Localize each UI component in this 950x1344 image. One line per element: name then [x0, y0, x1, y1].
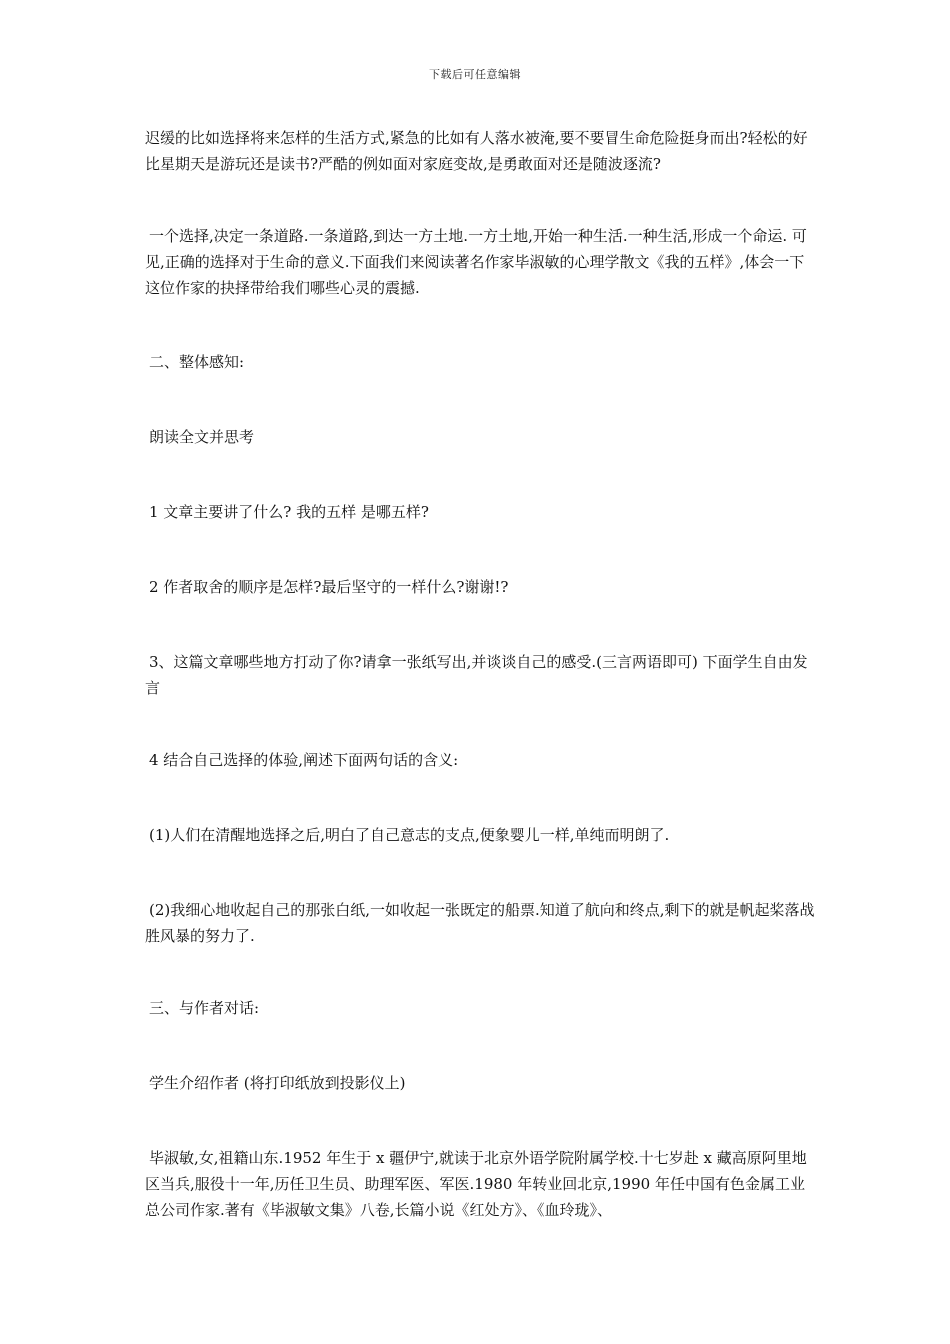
instruction-read-and-think: 朗读全文并思考: [149, 428, 255, 446]
page-header-note: 下载后可任意编辑: [429, 68, 521, 81]
question-2: 2 作者取舍的顺序是怎样?最后坚守的一样什么?谢谢!?: [149, 578, 509, 596]
paragraph-choices-examples: 迟缓的比如选择将来怎样的生活方式,紧急的比如有人落水被淹,要不要冒生命危险挺身而出?轻松的好比星期天是游玩还是读书?严酷的例如面对家庭变故,是勇敢面对还是随波逐流?: [145, 129, 808, 173]
paragraph-introduction: 一个选择,决定一条道路.一条道路,到达一方土地.一方土地,开始一种生活.一种生活,形成一个命运. 可见,正确的选择对于生命的意义.下面我们来阅读著名作家毕淑敏的心理学散文《我的五样》,体会一下这位作家的抉择带给我们哪些心灵的震撼.: [145, 227, 807, 297]
quote-1: (1)人们在清醒地选择之后,明白了自己意志的支点,便象婴儿一样,单纯而明朗了.: [149, 826, 670, 844]
section-heading-overall-perception: 二、整体感知:: [149, 353, 245, 371]
quote-2: (2)我细心地收起自己的那张白纸,一如收起一张既定的船票.知道了航向和终点,剩下的就是帆起桨落战胜风暴的努力了.: [145, 901, 815, 945]
question-4: 4 结合自己选择的体验,阐述下面两句话的含义:: [149, 751, 459, 769]
instruction-introduce-author: 学生介绍作者 (将打印纸放到投影仪上): [149, 1074, 406, 1092]
question-3: 3、这篇文章哪些地方打动了你?请拿一张纸写出,并谈谈自己的感受.(三言两语即可) 下面学生自由发言: [145, 653, 808, 697]
paragraph-author-bio: 毕淑敏,女,祖籍山东.1952 年生于 x 疆伊宁,就读于北京外语学院附属学校.十七岁赴 x 藏高原阿里地区当兵,服役十一年,历任卫生员、助理军医、军医.1980 年转业回北京,1990 年任中国有色金属工业总公司作家.著有《毕淑敏文集》八卷,长篇小说《红处方》、《血玲珑》、: [145, 1149, 807, 1219]
question-1: 1 文章主要讲了什么? 我的五样 是哪五样?: [149, 503, 429, 521]
section-heading-dialogue: 三、与作者对话:: [149, 999, 260, 1017]
